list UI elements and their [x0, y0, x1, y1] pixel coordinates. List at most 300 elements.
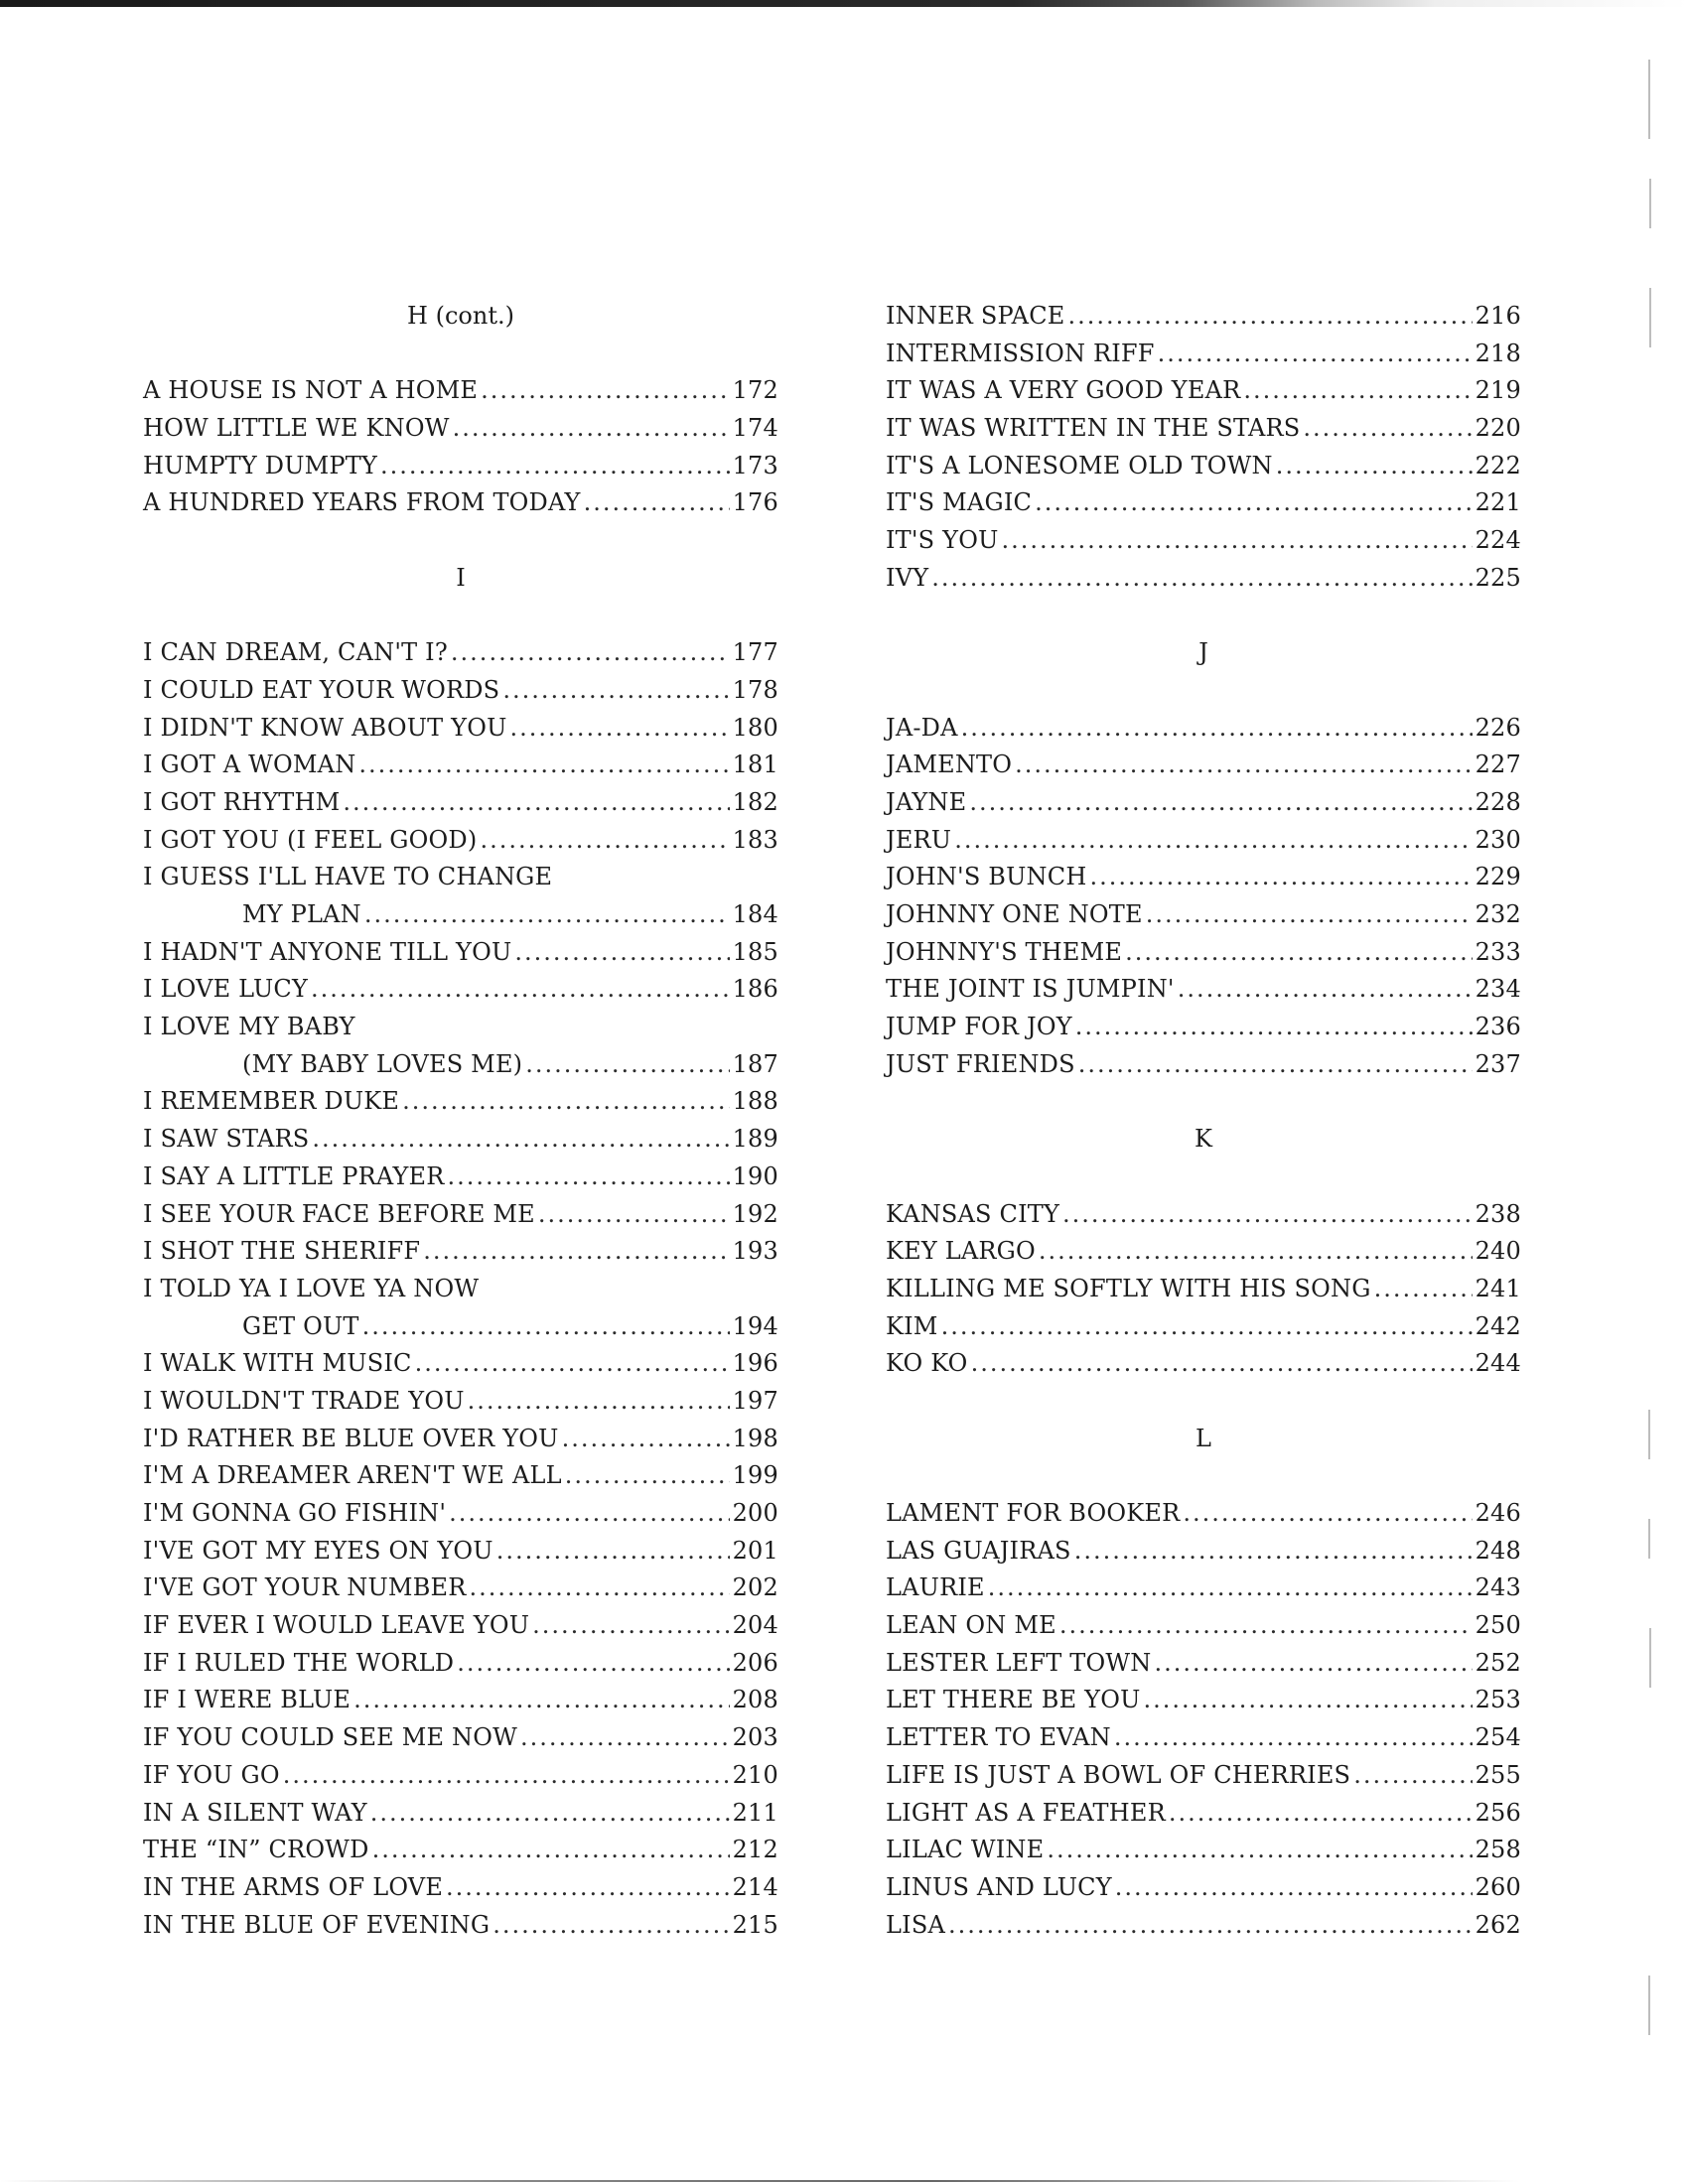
scan-edge-mark [1648, 1519, 1650, 1559]
dot-leader [453, 410, 730, 448]
entry-title: IT WAS WRITTEN IN THE STARS [886, 414, 1301, 443]
index-column-left [143, 298, 778, 1944]
scan-edge-mark [1648, 60, 1650, 139]
entry-title: JOHNNY ONE NOTE [886, 900, 1143, 928]
index-entry [886, 784, 1521, 822]
index-entry [143, 1682, 778, 1719]
entry-title: IT WAS A VERY GOOD YEAR [886, 376, 1241, 405]
entry-title: I GOT A WOMAN [143, 751, 356, 779]
index-entry [886, 1570, 1521, 1607]
dot-leader [311, 971, 730, 1009]
entry-title: KANSAS CITY [886, 1199, 1060, 1228]
entry-title: GET OUT [242, 1311, 359, 1340]
dot-leader [496, 1533, 730, 1570]
page-number: 254 [1475, 1723, 1521, 1752]
dot-leader [1169, 1795, 1473, 1833]
entry-title: IF I WERE BLUE [143, 1686, 352, 1714]
dot-leader [520, 1719, 730, 1757]
entry-title: I TOLD YA I LOVE YA NOW [143, 1274, 480, 1302]
page-number: 215 [732, 1910, 778, 1939]
spacer [886, 1083, 1521, 1121]
scan-edge-mark [1649, 288, 1651, 347]
entry-title: I SEE YOUR FACE BEFORE ME [143, 1199, 535, 1228]
dot-leader [565, 1457, 730, 1495]
scan-edge-mark [1648, 1976, 1650, 2035]
page-number: 200 [732, 1499, 778, 1527]
entry-title: I LOVE LUCY [143, 975, 309, 1004]
entry-title: I'VE GOT YOUR NUMBER [143, 1573, 467, 1602]
index-entry [143, 822, 778, 860]
page-number: 210 [732, 1760, 778, 1789]
index-entry [143, 1495, 778, 1533]
index-entry [886, 1495, 1521, 1533]
entry-title: LISA [886, 1910, 945, 1939]
entry-title: LINUS AND LUCY [886, 1872, 1112, 1901]
index-entry [886, 934, 1521, 972]
page-number: 204 [732, 1611, 778, 1640]
index-entry [886, 971, 1521, 1009]
page-number: 232 [1475, 900, 1521, 928]
entry-title: JOHNNY'S THEME [886, 937, 1123, 966]
entry-title: I GOT YOU (I FEEL GOOD) [143, 825, 478, 854]
entry-title: INNER SPACE [886, 302, 1065, 330]
page-number: 212 [732, 1836, 778, 1864]
index-entry [143, 710, 778, 748]
index-entry [143, 1607, 778, 1645]
spacer [886, 1457, 1521, 1495]
page-number: 187 [732, 1049, 778, 1078]
entry-title: IT'S A LONESOME OLD TOWN [886, 451, 1273, 479]
dot-leader [1144, 1682, 1473, 1719]
index-entry-continued [143, 1009, 778, 1046]
entry-title: A HOUSE IS NOT A HOME [143, 376, 479, 405]
dot-leader [457, 1645, 729, 1683]
index-entry [886, 1345, 1521, 1383]
page-number: 182 [732, 787, 778, 816]
dot-leader [343, 784, 729, 822]
dot-leader [502, 672, 729, 710]
page-number: 221 [1475, 488, 1521, 517]
page-number: 174 [732, 414, 778, 443]
index-entry [143, 448, 778, 485]
page-number: 208 [732, 1686, 778, 1714]
index-entry [143, 1907, 778, 1945]
index-entry [143, 1159, 778, 1196]
index-entry [886, 1046, 1521, 1084]
index-entry [143, 672, 778, 710]
dot-leader [1002, 522, 1473, 560]
dot-leader [562, 1421, 730, 1458]
index-entry [886, 859, 1521, 896]
page-number: 234 [1475, 975, 1521, 1004]
page-number: 238 [1475, 1199, 1521, 1228]
dot-leader [1183, 1495, 1472, 1533]
entry-title: THE JOINT IS JUMPIN' [886, 975, 1175, 1004]
index-entry [886, 1533, 1521, 1570]
dot-leader [480, 822, 729, 860]
entry-title: LILAC WINE [886, 1836, 1045, 1864]
dot-leader [283, 1757, 730, 1795]
index-entry [886, 896, 1521, 934]
section-heading-h-cont: H (cont.) [407, 302, 514, 330]
index-entry [886, 1907, 1521, 1945]
index-entry [143, 896, 778, 934]
entry-title: HOW LITTLE WE KNOW [143, 414, 450, 443]
entry-title: I'M GONNA GO FISHIN' [143, 1499, 447, 1527]
index-entry [143, 1383, 778, 1421]
dot-leader [423, 1233, 729, 1271]
index-entry-continued [143, 1271, 778, 1308]
dot-leader [514, 934, 729, 972]
page-number: 193 [732, 1237, 778, 1266]
index-entry [143, 1457, 778, 1495]
entry-title: KEY LARGO [886, 1237, 1036, 1266]
page-number: 222 [1475, 451, 1521, 479]
page-number: 230 [1475, 825, 1521, 854]
page-number: 237 [1475, 1049, 1521, 1078]
index-entry [886, 1869, 1521, 1907]
entry-title: LAURIE [886, 1573, 985, 1602]
entry-title: I GUESS I'LL HAVE TO CHANGE [143, 863, 553, 891]
page-number: 206 [732, 1648, 778, 1677]
page-number: 244 [1475, 1349, 1521, 1378]
entry-title: I GOT RHYTHM [143, 787, 341, 816]
spacer [886, 672, 1521, 710]
index-entry [143, 971, 778, 1009]
dot-leader [380, 448, 730, 485]
index-entry [886, 410, 1521, 448]
index-entry [886, 298, 1521, 336]
page-number: 220 [1475, 414, 1521, 443]
entry-title: I WOULDN'T TRADE YOU [143, 1386, 465, 1415]
entry-title: I SAW STARS [143, 1125, 310, 1154]
section-heading-l: L [1196, 1424, 1211, 1452]
dot-leader [1158, 336, 1473, 373]
entry-title: IF YOU COULD SEE ME NOW [143, 1723, 517, 1752]
page-number: 246 [1475, 1499, 1521, 1527]
entry-title: LIFE IS JUST A BOWL OF CHERRIES [886, 1760, 1351, 1789]
index-entry [886, 710, 1521, 748]
dot-leader [1115, 1869, 1473, 1907]
entry-title: I HADN'T ANYONE TILL YOU [143, 937, 512, 966]
index-entry [143, 372, 778, 410]
page-number: 201 [732, 1536, 778, 1565]
entry-title: IF YOU GO [143, 1760, 280, 1789]
entry-title: IF I RULED THE WORLD [143, 1648, 455, 1677]
entry-title: I CAN DREAM, CAN'T I? [143, 638, 448, 667]
page-number: 241 [1475, 1274, 1521, 1302]
entry-title: I COULD EAT YOUR WORDS [143, 675, 500, 704]
dot-leader [1035, 484, 1473, 522]
index-entry [886, 522, 1521, 560]
page-number: 218 [1475, 339, 1521, 367]
entry-title: JA-DA [886, 713, 958, 742]
entry-title: LETTER TO EVAN [886, 1723, 1111, 1752]
dot-leader [1303, 410, 1472, 448]
dot-leader [451, 634, 730, 672]
index-entry [143, 747, 778, 784]
index-entry [143, 1869, 778, 1907]
page-number: 260 [1475, 1872, 1521, 1901]
section-heading-j: J [1198, 638, 1208, 667]
spacer [143, 336, 778, 373]
page-number: 172 [732, 376, 778, 405]
page-number: 185 [732, 937, 778, 966]
entry-title: LAMENT FOR BOOKER [886, 1499, 1181, 1527]
entry-title: IN THE ARMS OF LOVE [143, 1872, 444, 1901]
page-number: 233 [1475, 937, 1521, 966]
index-entry [886, 1682, 1521, 1719]
page-number: 226 [1475, 713, 1521, 742]
index-entry [886, 1832, 1521, 1869]
index-entry [143, 1233, 778, 1271]
page-number: 190 [732, 1161, 778, 1190]
entry-title: IN THE BLUE OF EVENING [143, 1910, 491, 1939]
spacer [886, 598, 1521, 635]
entry-title: I SAY A LITTLE PRAYER [143, 1161, 445, 1190]
dot-leader [446, 1869, 730, 1907]
scan-edge-mark [1648, 1410, 1650, 1459]
page-number: 184 [732, 900, 778, 928]
index-entry [143, 1645, 778, 1683]
index-entry [143, 410, 778, 448]
entry-title: A HUNDRED YEARS FROM TODAY [143, 488, 581, 517]
index-entry [886, 336, 1521, 373]
page-number: 243 [1475, 1573, 1521, 1602]
page-number: 258 [1475, 1836, 1521, 1864]
page-number: 262 [1475, 1910, 1521, 1939]
dot-leader [1015, 747, 1472, 784]
entry-title: JAYNE [886, 787, 967, 816]
dot-leader [1074, 1533, 1473, 1570]
dot-leader [1047, 1832, 1472, 1869]
page-number: 176 [732, 488, 778, 517]
index-entry [886, 747, 1521, 784]
dot-leader [1125, 934, 1472, 972]
index-column-right [886, 298, 1521, 1944]
page-number: 229 [1475, 863, 1521, 891]
entry-title: I LOVE MY BABY [143, 1013, 355, 1041]
page-number: 236 [1475, 1013, 1521, 1041]
dot-leader [971, 1345, 1473, 1383]
index-entry [143, 934, 778, 972]
page-number: 252 [1475, 1648, 1521, 1677]
entry-title: IN A SILENT WAY [143, 1798, 367, 1827]
dot-leader [1089, 859, 1472, 896]
index-entry [143, 1046, 778, 1084]
page-number: 192 [732, 1199, 778, 1228]
page-number: 228 [1475, 787, 1521, 816]
index-entry [886, 822, 1521, 860]
spacer [143, 522, 778, 560]
dot-leader [532, 1607, 729, 1645]
entry-title: HUMPTY DUMPTY [143, 451, 378, 479]
entry-title: KIM [886, 1311, 938, 1340]
entry-title: (MY BABY LOVES ME) [242, 1049, 523, 1078]
index-entry [143, 1570, 778, 1607]
entry-title: JUST FRIENDS [886, 1049, 1075, 1078]
page-number: 173 [732, 451, 778, 479]
page-number: 183 [732, 825, 778, 854]
entry-title: LESTER LEFT TOWN [886, 1648, 1152, 1677]
page-number: 214 [732, 1872, 778, 1901]
entry-title: JERU [886, 825, 952, 854]
section-heading-k: K [1195, 1125, 1212, 1154]
dot-leader [1243, 372, 1472, 410]
dot-leader [492, 1907, 729, 1945]
entry-title: KO KO [886, 1349, 968, 1378]
page-number: 177 [732, 638, 778, 667]
dot-leader [364, 896, 730, 934]
dot-leader [1078, 1046, 1473, 1084]
dot-leader [954, 822, 1472, 860]
entry-title: JUMP FOR JOY [886, 1013, 1072, 1041]
entry-title: LIGHT AS A FEATHER [886, 1798, 1166, 1827]
entry-title: MY PLAN [242, 900, 361, 928]
index-entry [143, 1795, 778, 1833]
entry-title: JAMENTO [886, 751, 1013, 779]
page-number: 188 [732, 1087, 778, 1116]
dot-leader [1154, 1645, 1472, 1683]
page-number: 211 [732, 1798, 778, 1827]
dot-leader [1068, 298, 1473, 336]
page-number: 203 [732, 1723, 778, 1752]
index-entry [886, 1607, 1521, 1645]
dot-leader [1276, 448, 1473, 485]
page-number: 216 [1475, 302, 1521, 330]
entry-title: I'D RATHER BE BLUE OVER YOU [143, 1424, 559, 1452]
dot-leader [931, 560, 1472, 598]
page-number: 253 [1475, 1686, 1521, 1714]
dot-leader [448, 1159, 730, 1196]
dot-leader [1039, 1233, 1473, 1271]
index-entry [886, 1645, 1521, 1683]
index-entry [143, 1345, 778, 1383]
entry-title: THE “IN” CROWD [143, 1836, 369, 1864]
index-entry [143, 484, 778, 522]
page-number: 198 [732, 1424, 778, 1452]
entry-title: INTERMISSION RIFF [886, 339, 1155, 367]
dot-leader [525, 1046, 729, 1084]
index-entry [143, 1196, 778, 1234]
index-entry [143, 1421, 778, 1458]
index-entry [886, 1308, 1521, 1346]
index-entry [886, 1233, 1521, 1271]
page-number: 186 [732, 975, 778, 1004]
entry-title: IT'S MAGIC [886, 488, 1033, 517]
dot-leader [961, 710, 1473, 748]
dot-leader [470, 1570, 730, 1607]
spacer [886, 1383, 1521, 1421]
dot-leader [969, 784, 1472, 822]
dot-leader [358, 747, 729, 784]
index-entry [143, 784, 778, 822]
dot-leader [370, 1795, 730, 1833]
scan-edge-mark [1649, 1628, 1651, 1688]
dot-leader [372, 1832, 730, 1869]
index-entry [886, 1196, 1521, 1234]
entry-title: I SHOT THE SHERIFF [143, 1237, 421, 1266]
page-number: 194 [732, 1311, 778, 1340]
page-number: 178 [732, 675, 778, 704]
index-entry [143, 1121, 778, 1159]
spacer [143, 598, 778, 635]
dot-leader [988, 1570, 1473, 1607]
index-entry [886, 372, 1521, 410]
dot-leader [948, 1907, 1473, 1945]
index-entry [886, 560, 1521, 598]
dot-leader [1374, 1271, 1473, 1308]
page-number: 181 [732, 751, 778, 779]
page-number: 199 [732, 1461, 778, 1490]
page-number: 219 [1475, 376, 1521, 405]
index-entry [143, 1832, 778, 1869]
page-number: 189 [732, 1125, 778, 1154]
page-number: 256 [1475, 1798, 1521, 1827]
page-number: 196 [732, 1349, 778, 1378]
section-heading-i: I [456, 563, 466, 592]
dot-leader [415, 1345, 730, 1383]
dot-leader [1353, 1757, 1472, 1795]
entry-title: LET THERE BE YOU [886, 1686, 1141, 1714]
dot-leader [1114, 1719, 1473, 1757]
scan-edge-bottom [0, 2180, 1688, 2182]
dot-leader [353, 1682, 729, 1719]
page-number: 255 [1475, 1760, 1521, 1789]
index-entry [143, 1083, 778, 1121]
dot-leader [402, 1083, 729, 1121]
index-entry [143, 1757, 778, 1795]
dot-leader [538, 1196, 730, 1234]
index-entry [886, 1009, 1521, 1046]
entry-title: JOHN'S BUNCH [886, 863, 1087, 891]
dot-leader [1075, 1009, 1473, 1046]
index-entry [886, 1719, 1521, 1757]
dot-leader [449, 1495, 729, 1533]
entry-title: LAS GUAJIRAS [886, 1536, 1071, 1565]
dot-leader [1059, 1607, 1473, 1645]
entry-title: I DIDN'T KNOW ABOUT YOU [143, 713, 507, 742]
entry-title: I WALK WITH MUSIC [143, 1349, 412, 1378]
page-number: 250 [1475, 1611, 1521, 1640]
index-entry [143, 1308, 778, 1346]
dot-leader [510, 710, 730, 748]
page-number: 240 [1475, 1237, 1521, 1266]
dot-leader [1146, 896, 1473, 934]
entry-title: I'VE GOT MY EYES ON YOU [143, 1536, 493, 1565]
page-number: 180 [732, 713, 778, 742]
entry-title: IVY [886, 563, 929, 592]
index-entry [143, 1719, 778, 1757]
index-entry [143, 1533, 778, 1570]
dot-leader [312, 1121, 729, 1159]
dot-leader [362, 1308, 730, 1346]
entry-title: IT'S YOU [886, 526, 999, 555]
dot-leader [1062, 1196, 1473, 1234]
page-number: 197 [732, 1386, 778, 1415]
page-number: 225 [1475, 563, 1521, 592]
entry-title: IF EVER I WOULD LEAVE YOU [143, 1611, 530, 1640]
dot-leader [468, 1383, 730, 1421]
entry-title: I'M A DREAMER AREN'T WE ALL [143, 1461, 562, 1490]
index-entry [143, 634, 778, 672]
page-number: 227 [1475, 751, 1521, 779]
spacer [886, 1159, 1521, 1196]
page-number: 202 [732, 1573, 778, 1602]
dot-leader [584, 484, 730, 522]
scan-edge-top [0, 0, 1688, 7]
index-entry [886, 448, 1521, 485]
